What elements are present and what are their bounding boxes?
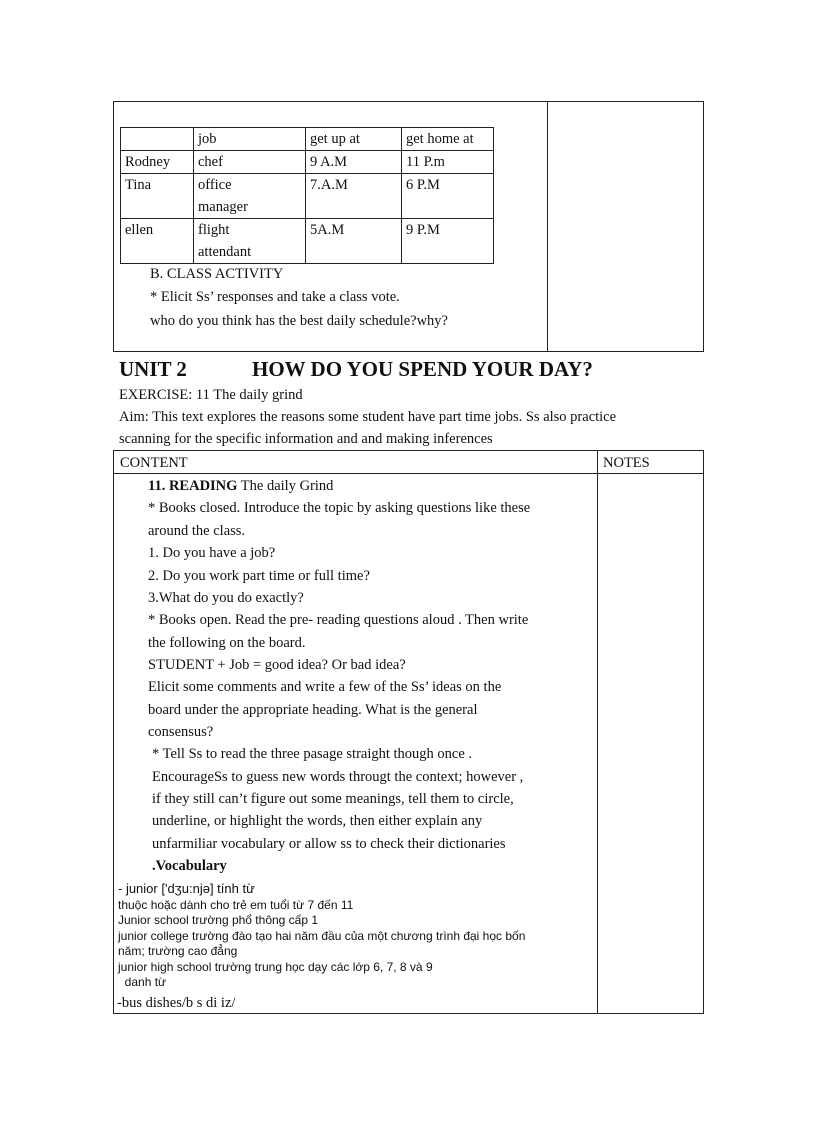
lesson-line: Elicit some comments and write a few of the Ss’ ideas on the: [148, 679, 502, 695]
reading-heading: [148, 475, 333, 497]
table-cell-job: [194, 174, 306, 219]
lesson-line: the following on the board.: [148, 635, 306, 651]
vocab-last-line: -bus dishes/b s di iz/: [117, 995, 236, 1011]
table-cell-job: [194, 219, 306, 264]
table-row: [121, 151, 494, 174]
exercise-line: EXERCISE: 11 The daily grind: [119, 387, 303, 403]
vocab-line: Junior school trường phổ thông cấp 1: [118, 913, 319, 927]
lesson-line: EncourageSs to guess new words througt the context; however ,: [152, 769, 524, 785]
table-header-row: [121, 128, 494, 151]
reading-heading-title: The daily Grind: [237, 478, 334, 494]
aim-line: scanning for the specific information and and making inferences: [119, 431, 493, 447]
lesson-line: consensus?: [148, 724, 214, 740]
table-row: [121, 174, 494, 219]
table-cell-name: Rodney: [121, 151, 194, 174]
lesson-line: around the class.: [148, 523, 246, 539]
vocab-line: danh từ: [118, 975, 167, 989]
table-cell-job: chef: [194, 151, 306, 174]
lesson-notes-cell: [597, 473, 704, 1014]
top-notes-box: [547, 101, 704, 352]
table-header-cell: get home at: [402, 128, 494, 151]
table-cell-get-home: 6 P.M: [402, 174, 494, 219]
reading-heading-number: 11. READING: [148, 478, 238, 494]
lesson-line: underline, or highlight the words, then either explain any: [152, 813, 483, 829]
lesson-line: STUDENT + Job = good idea? Or bad idea?: [148, 657, 406, 673]
schedule-table: [120, 127, 494, 264]
job-line: office: [198, 177, 232, 193]
vocab-line: thuộc hoặc dành cho trẻ em tuổi từ 7 đến 11: [118, 898, 354, 912]
lesson-line: * Tell Ss to read the three pasage straight though once .: [152, 746, 473, 762]
table-cell-get-up: 5A.M: [306, 219, 402, 264]
table-cell-get-home: 9 P.M: [402, 219, 494, 264]
lesson-line: unfarmiliar vocabulary or allow ss to check their dictionaries: [152, 836, 506, 852]
table-header-cell: get up at: [306, 128, 402, 151]
table-cell-get-up: 7.A.M: [306, 174, 402, 219]
table-header-cell: job: [194, 128, 306, 151]
table-cell-get-up: 9 A.M: [306, 151, 402, 174]
class-activity-line: who do you think has the best daily schedule?why?: [150, 313, 448, 329]
lesson-line: if they still can’t figure out some meanings, tell them to circle,: [152, 791, 514, 807]
vocab-line: - junior ['dʒu:njə] tính từ: [118, 881, 255, 896]
table-row: [121, 219, 494, 264]
table-cell-name: Tina: [121, 174, 194, 219]
lesson-line: * Books open. Read the pre- reading questions aloud . Then write: [148, 612, 529, 628]
table-cell-name: ellen: [121, 219, 194, 264]
lesson-line: 3.What do you do exactly?: [148, 590, 304, 606]
vocab-line: năm; trường cao đẳng: [118, 944, 238, 958]
class-activity-heading: B. CLASS ACTIVITY: [150, 266, 284, 282]
content-column-header: CONTENT: [120, 455, 188, 471]
lesson-line: board under the appropriate heading. What is the general: [148, 702, 478, 718]
job-line: flight: [198, 222, 230, 238]
unit-number: UNIT 2: [119, 357, 187, 381]
vocab-line: junior high school trường trung học dạy các lớp 6, 7, 8 và 9: [118, 960, 433, 974]
vocab-line: junior college trường đào tạo hai năm đầu của một chương trình đại học bốn: [118, 929, 526, 943]
job-line: manager: [198, 199, 248, 215]
class-activity-line: * Elicit Ss’ responses and take a class vote.: [150, 289, 400, 305]
notes-column-header: NOTES: [603, 455, 650, 471]
lesson-line: 2. Do you work part time or full time?: [148, 568, 370, 584]
aim-line: Aim: This text explores the reasons some student have part time jobs. Ss also practice: [119, 409, 617, 425]
unit-title: HOW DO YOU SPEND YOUR DAY?: [252, 357, 593, 381]
table-cell-get-home: 11 P.m: [402, 151, 494, 174]
table-header-cell: [121, 128, 194, 151]
job-line: attendant: [198, 244, 252, 260]
vocabulary-heading: .Vocabulary: [152, 858, 227, 874]
lesson-line: 1. Do you have a job?: [148, 545, 276, 561]
lesson-line: * Books closed. Introduce the topic by asking questions like these: [148, 500, 531, 516]
